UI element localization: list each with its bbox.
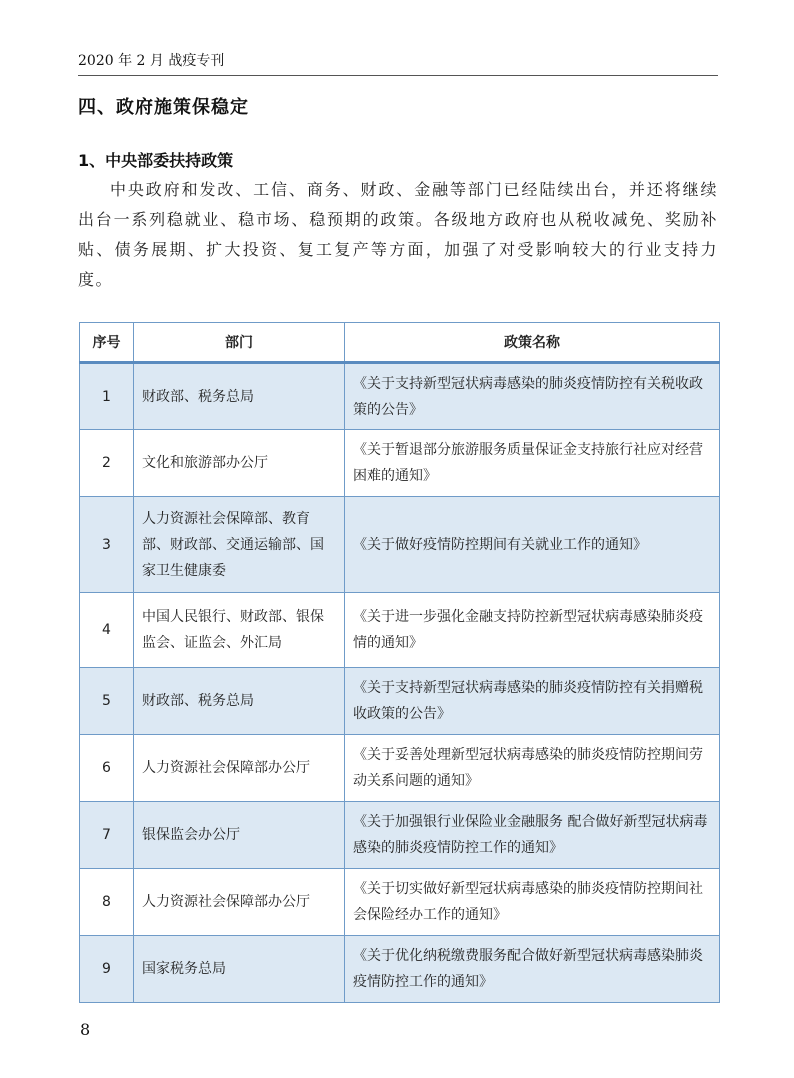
body-paragraph: 中央政府和发改、工信、商务、财政、金融等部门已经陆续出台，并还将继续出台一系列稳就业、稳市场、稳预期的政策。各级地方政府也从税收减免、奖励补贴、债务展期、扩大投资、复工复产等方面，加强了对受影响较大的行业支持力度。	[78, 180, 718, 289]
column-header-dept: 部门	[134, 323, 345, 363]
row-policy: 《关于加强银行业保险业金融服务 配合做好新型冠状病毒感染的肺炎疫情防控工作的通知》	[345, 802, 720, 869]
row-number: 6	[80, 735, 134, 802]
row-department: 中国人民银行、财政部、银保监会、证监会、外汇局	[134, 593, 345, 668]
row-policy: 《关于进一步强化金融支持防控新型冠状病毒感染肺炎疫情的通知》	[345, 593, 720, 668]
table-row	[80, 497, 720, 593]
row-policy: 《关于支持新型冠状病毒感染的肺炎疫情防控有关税收政策的公告》	[345, 363, 720, 430]
table-row	[80, 869, 720, 936]
row-department: 财政部、税务总局	[134, 363, 345, 430]
table-header-row	[80, 323, 720, 363]
row-department: 人力资源社会保障部办公厅	[134, 735, 345, 802]
page-number: 8	[80, 1020, 91, 1039]
row-department: 文化和旅游部办公厅	[134, 430, 345, 497]
running-header: 2020 年 2 月 战疫专刊	[78, 53, 225, 69]
row-number: 3	[80, 497, 134, 593]
row-department: 财政部、税务总局	[134, 668, 345, 735]
row-policy: 《关于做好疫情防控期间有关就业工作的通知》	[345, 497, 720, 593]
row-department: 人力资源社会保障部、教育部、财政部、交通运输部、国家卫生健康委	[134, 497, 345, 593]
column-header-policy: 政策名称	[345, 323, 720, 363]
table-row	[80, 668, 720, 735]
row-number: 7	[80, 802, 134, 869]
row-policy: 《关于优化纳税缴费服务配合做好新型冠状病毒感染肺炎疫情防控工作的通知》	[345, 936, 720, 1003]
row-department: 银保监会办公厅	[134, 802, 345, 869]
row-policy: 《关于暂退部分旅游服务质量保证金支持旅行社应对经营困难的通知》	[345, 430, 720, 497]
sub-title: 1、中央部委扶持政策	[78, 151, 234, 170]
row-number: 9	[80, 936, 134, 1003]
row-policy: 《关于支持新型冠状病毒感染的肺炎疫情防控有关捐赠税收政策的公告》	[345, 668, 720, 735]
policy-table	[79, 322, 720, 1003]
row-department: 国家税务总局	[134, 936, 345, 1003]
table-row	[80, 936, 720, 1003]
table-row	[80, 363, 720, 430]
row-number: 2	[80, 430, 134, 497]
table-row	[80, 735, 720, 802]
section-title: 四、政府施策保稳定	[78, 97, 249, 118]
row-number: 8	[80, 869, 134, 936]
row-policy: 《关于妥善处理新型冠状病毒感染的肺炎疫情防控期间劳动关系问题的通知》	[345, 735, 720, 802]
row-department: 人力资源社会保障部办公厅	[134, 869, 345, 936]
header-divider	[78, 75, 718, 76]
table-row	[80, 430, 720, 497]
table-row	[80, 802, 720, 869]
row-number: 4	[80, 593, 134, 668]
column-header-no: 序号	[80, 323, 134, 363]
row-number: 1	[80, 363, 134, 430]
row-number: 5	[80, 668, 134, 735]
row-policy: 《关于切实做好新型冠状病毒感染的肺炎疫情防控期间社会保险经办工作的通知》	[345, 869, 720, 936]
table-row	[80, 593, 720, 668]
